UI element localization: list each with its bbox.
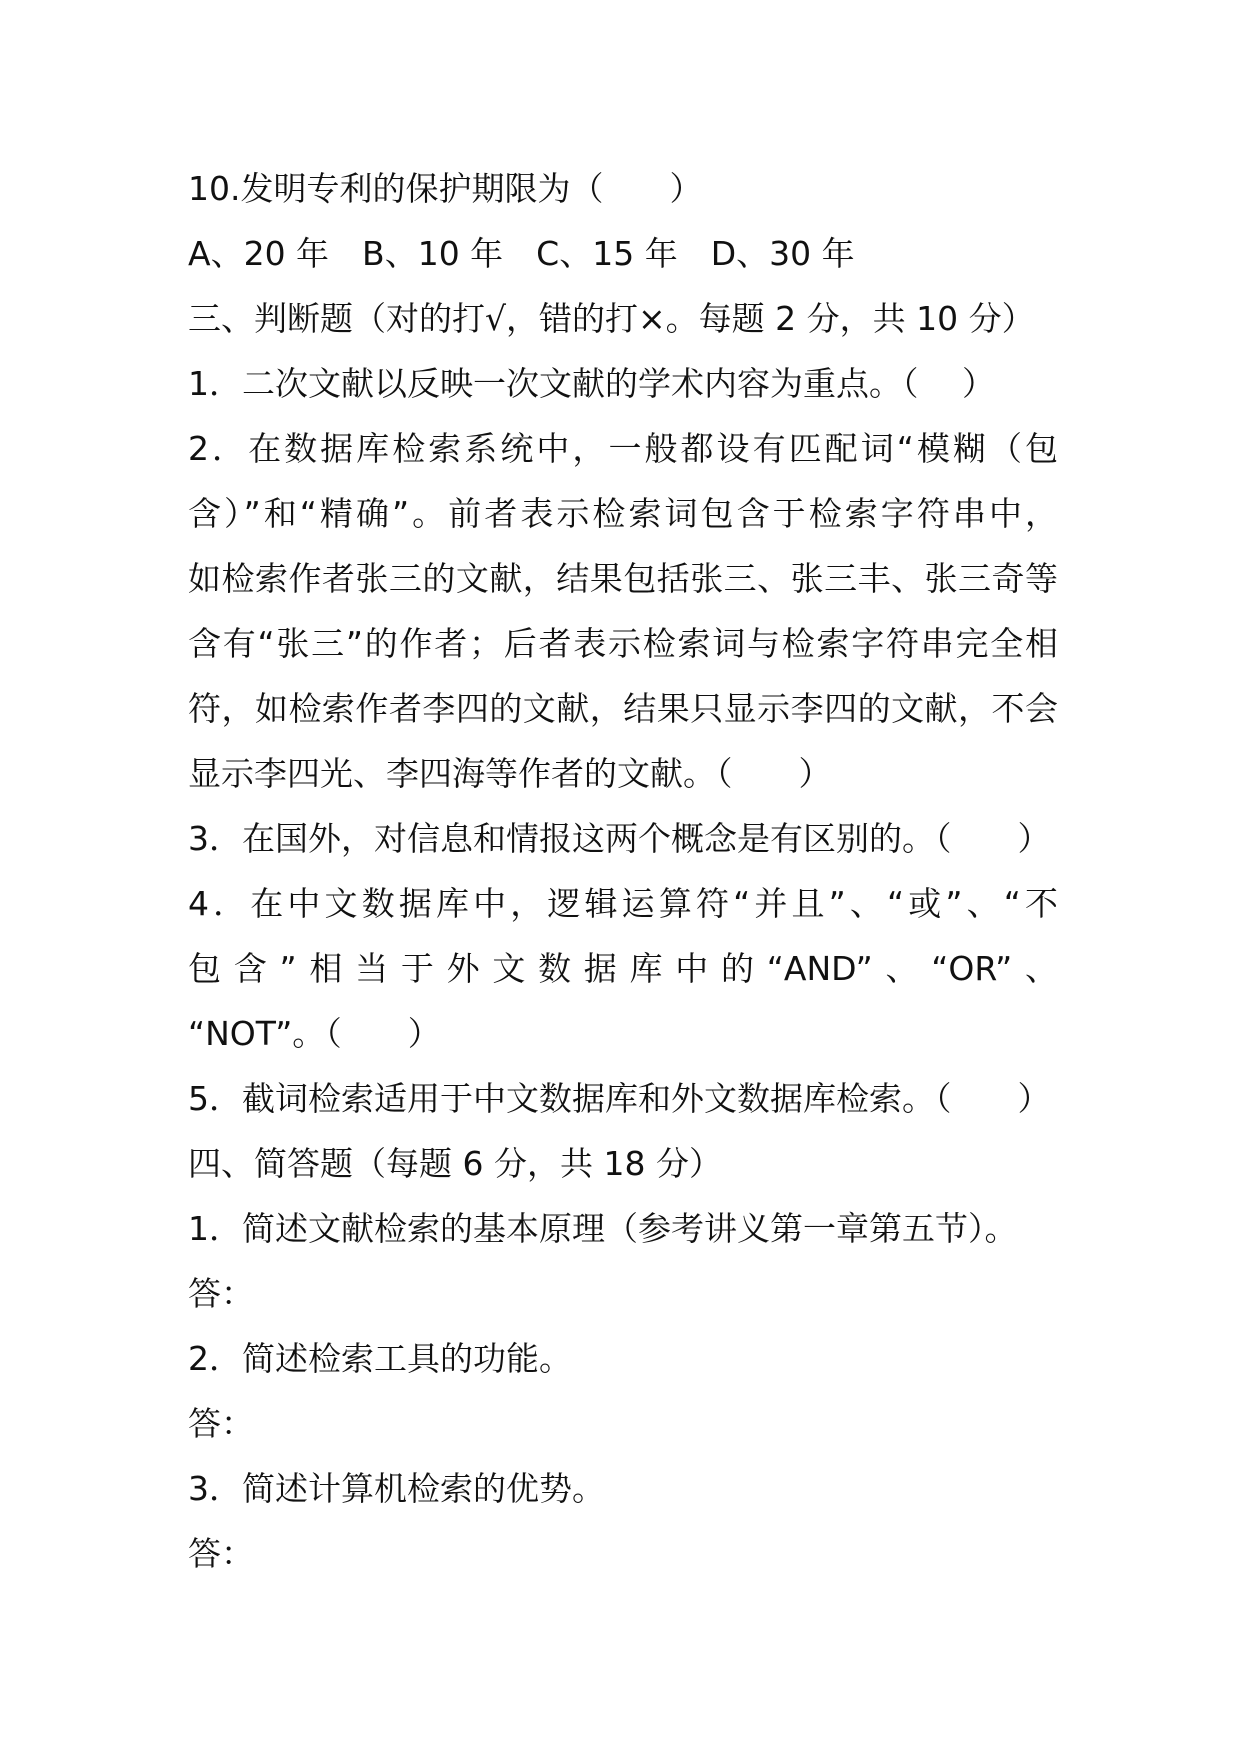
answer-label-3: 答： bbox=[188, 1534, 254, 1573]
question-10: 10.发明专利的保护期限为（ ） bbox=[188, 169, 703, 208]
judgment-4-line-1: 4．在中文数据库中，逻辑运算符“并且”、“或”、“不 bbox=[188, 884, 1058, 923]
judgment-2-line-1: 2．在数据库检索系统中，一般都设有匹配词“模糊（包 bbox=[188, 429, 1058, 468]
section-judgment-heading: 三、判断题（对的打√，错的打×。每题 2 分，共 10 分） bbox=[188, 299, 1035, 338]
short-answer-3: 3．简述计算机检索的优势。 bbox=[188, 1469, 605, 1508]
answer-label-1: 答： bbox=[188, 1274, 254, 1313]
short-answer-2: 2．简述检索工具的功能。 bbox=[188, 1339, 572, 1378]
short-answer-1: 1．简述文献检索的基本原理（参考讲义第一章第五节）。 bbox=[188, 1209, 1018, 1248]
judgment-4-line-3: “NOT”。（ ） bbox=[188, 1014, 441, 1053]
judgment-2-line-5: 符，如检索作者李四的文献，结果只显示李四的文献，不会 bbox=[188, 689, 1058, 728]
judgment-2-line-4: 含有“张三”的作者；后者表示检索词与检索字符串完全相 bbox=[188, 624, 1058, 663]
judgment-2-line-6: 显示李四光、李四海等作者的文献。（ ） bbox=[188, 754, 832, 793]
question-10-options: A、20 年 B、10 年 C、15 年 D、30 年 bbox=[188, 234, 855, 273]
judgment-3: 3．在国外，对信息和情报这两个概念是有区别的。（ ） bbox=[188, 819, 1051, 858]
judgment-5: 5．截词检索适用于中文数据库和外文数据库检索。（ ） bbox=[188, 1079, 1051, 1118]
judgment-2-line-2: 含）”和“精确”。前者表示检索词包含于检索字符串中， bbox=[188, 494, 1058, 533]
document-page bbox=[188, 156, 1058, 1586]
judgment-4-line-2: 包含”相当于外文数据库中的“AND”、“OR”、 bbox=[188, 949, 1058, 988]
answer-label-2: 答： bbox=[188, 1404, 254, 1443]
section-short-answer-heading: 四、简答题（每题 6 分，共 18 分） bbox=[188, 1144, 722, 1183]
judgment-1: 1．二次文献以反映一次文献的学术内容为重点。（ ） bbox=[188, 364, 995, 403]
judgment-2-line-3: 如检索作者张三的文献，结果包括张三、张三丰、张三奇等 bbox=[188, 559, 1058, 598]
